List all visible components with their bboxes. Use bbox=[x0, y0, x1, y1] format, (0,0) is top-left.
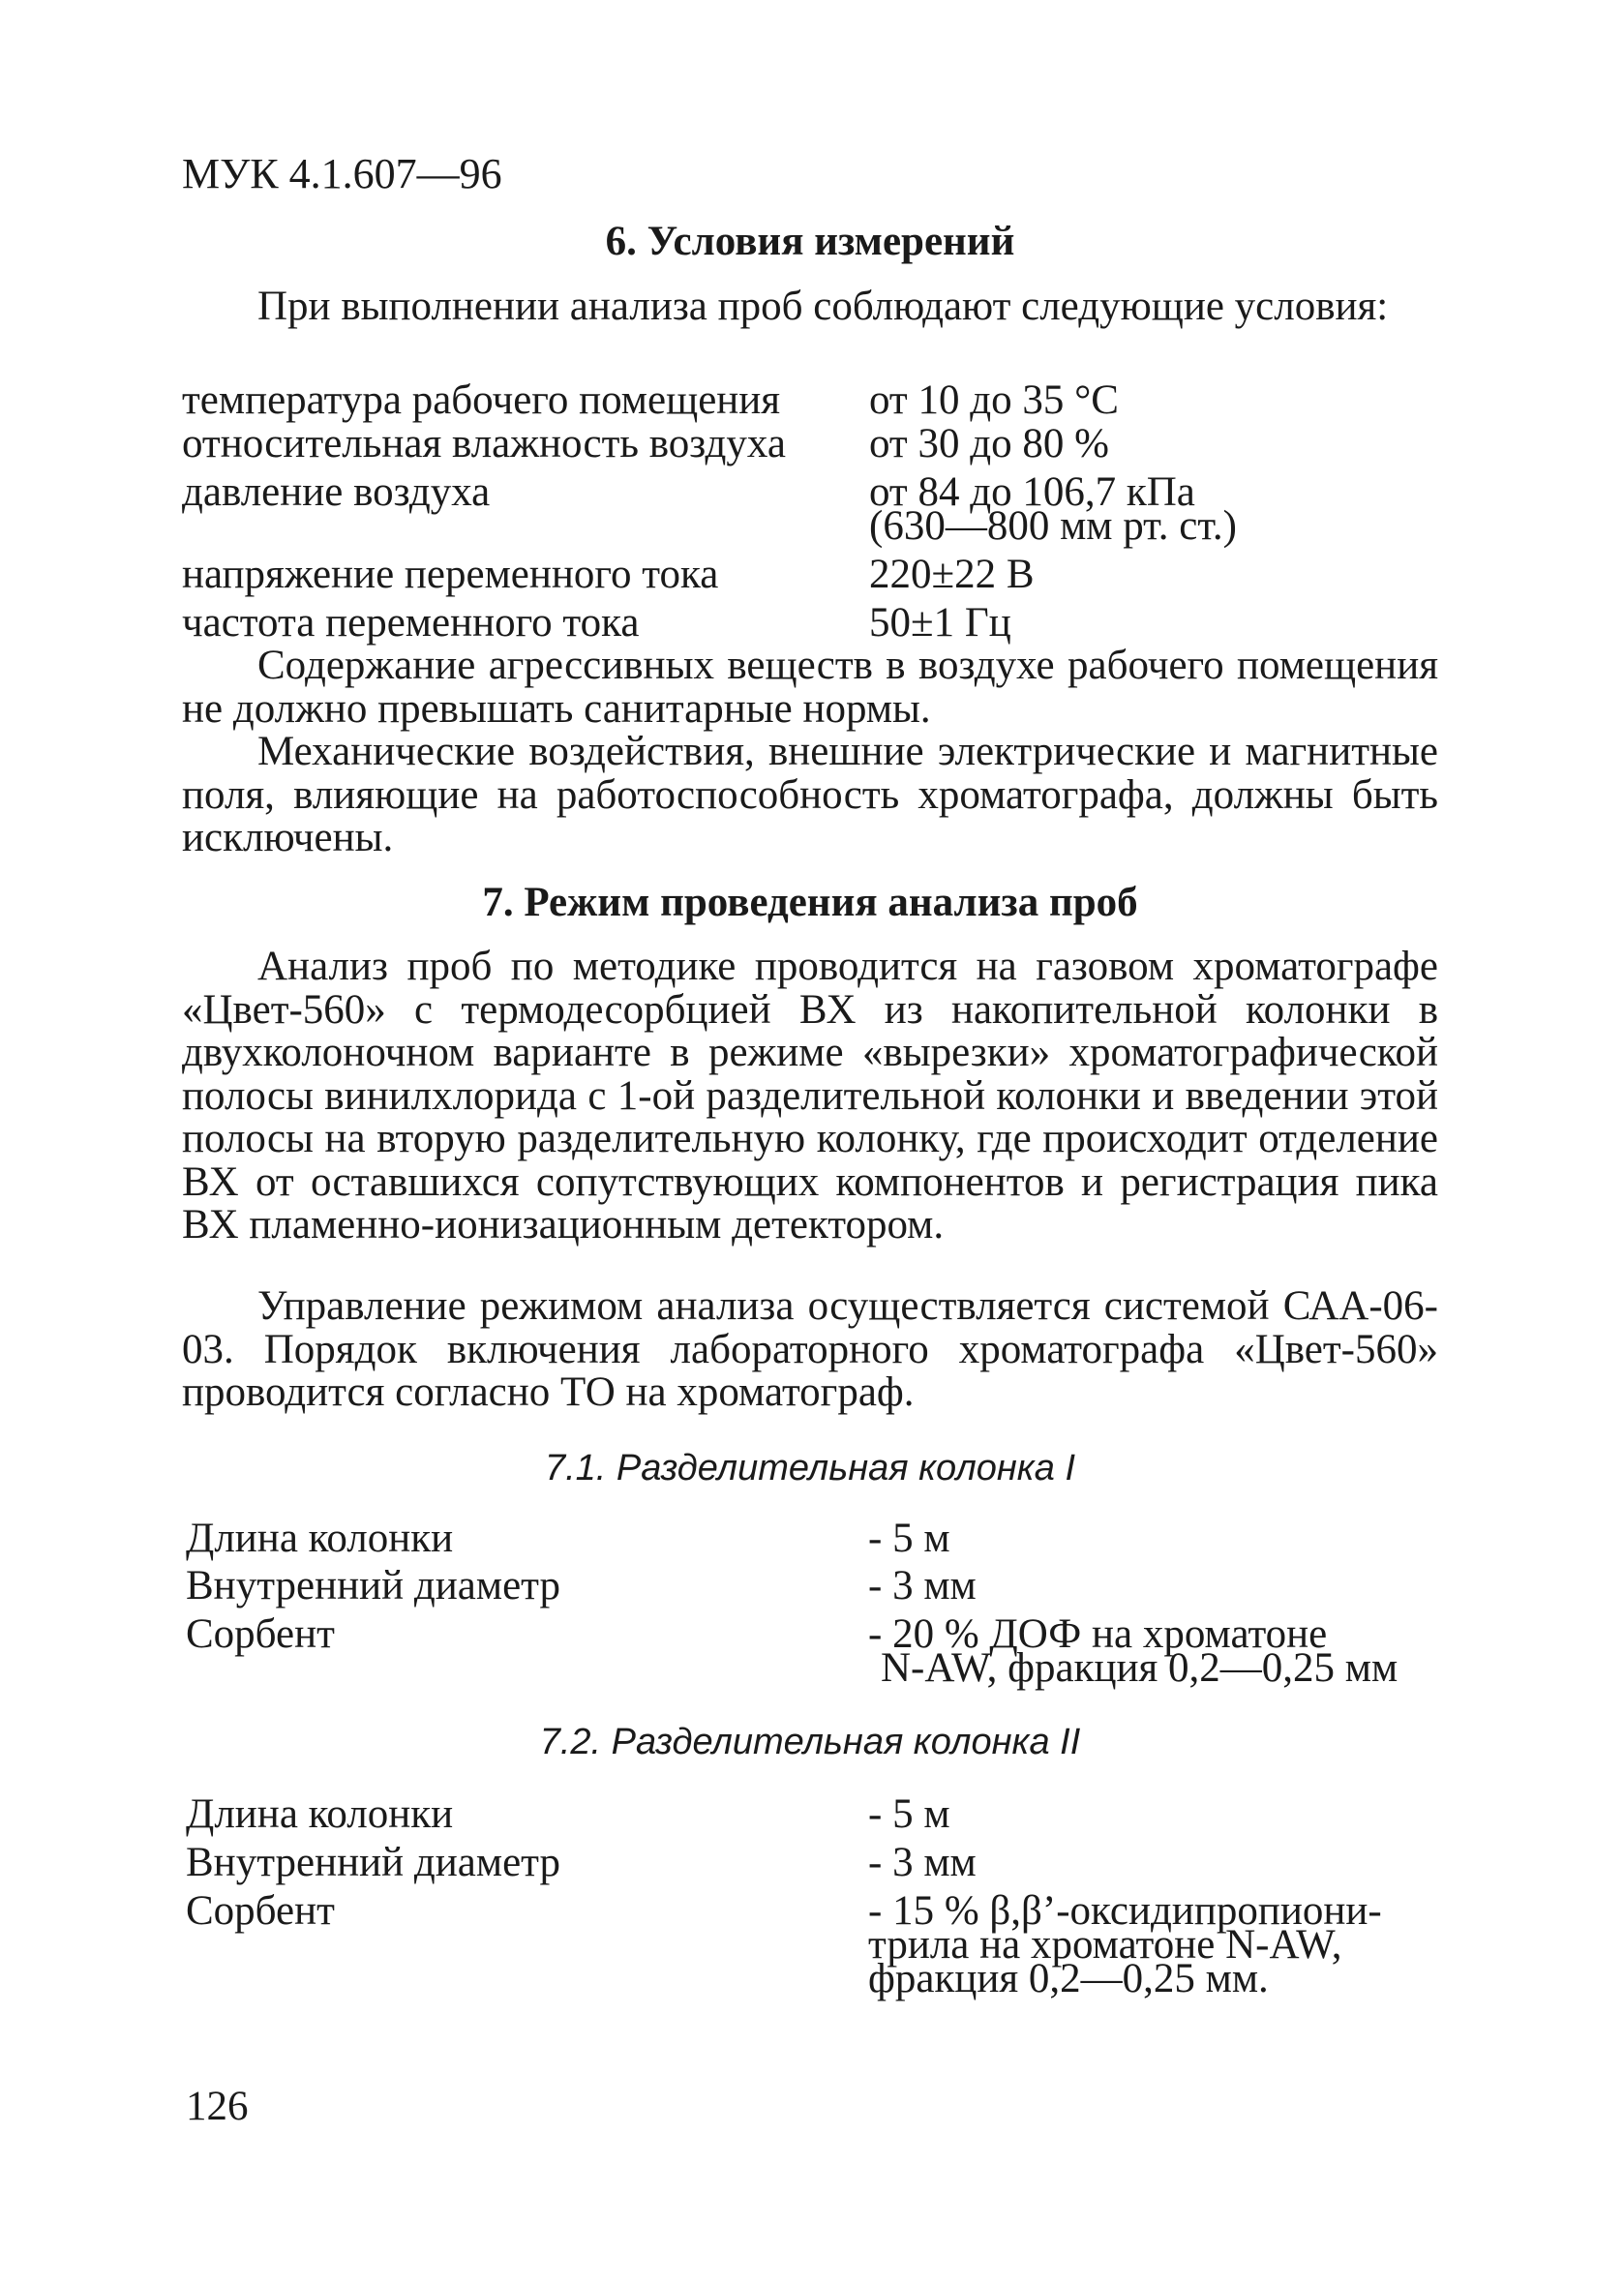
column-1-sorbent-value: - 20 % ДОФ на хроматоне bbox=[868, 1611, 1328, 1657]
condition-label: частота переменного тока bbox=[182, 600, 640, 646]
column-2-sorbent-value-cont: фракция 0,2—0,25 мм. bbox=[868, 1956, 1269, 2001]
column-1-diameter-label: Внутренний диаметр bbox=[186, 1563, 560, 1609]
section-6-title: 6. Условия измерений bbox=[605, 219, 1015, 264]
column-2-sorbent-value: - 15 % β,β’-оксидипропиони- bbox=[868, 1888, 1382, 1934]
column-2-sorbent-value-cont: трила на хроматоне N-AW, bbox=[868, 1922, 1342, 1968]
column-1-title: 7.1. Разделительная колонка I bbox=[544, 1448, 1075, 1488]
column-2-diameter-value: - 3 мм bbox=[868, 1840, 977, 1885]
column-2-length-label: Длина колонки bbox=[186, 1791, 454, 1837]
document-header: МУК 4.1.607—96 bbox=[182, 150, 502, 197]
column-2-diameter-label: Внутренний диаметр bbox=[186, 1840, 560, 1885]
section-6-paragraph: Содержание агрессивных веществ в воздухе рабочего помещения не должно превышать санитарные нормы. bbox=[182, 643, 1438, 732]
column-1-length-value: - 5 м bbox=[868, 1516, 950, 1561]
column-1-length-label: Длина колонки bbox=[186, 1516, 454, 1561]
section-7-paragraph: Управление режимом анализа осуществляется системой САА-06-03. Порядок включения лабораторного хроматографа «Цвет-560» проводится согласно ТО на хроматограф. bbox=[182, 1283, 1438, 1415]
section-7-paragraph: Анализ проб по методике проводится на газовом хроматографе «Цвет-560» с термодесорбцией ВХ из накопительной колонки в двухколоночном варианте в режиме «вырезки» хроматографической полосы винилхлорида с 1-ой разделительной колонки и введении этой полосы на вторую разделительную колонку, где происходит отделение ВХ от оставшихся сопутствующих компонентов и регистрация пика ВХ пламенно-ионизационным детектором. bbox=[182, 944, 1438, 1248]
column-1-diameter-value: - 3 мм bbox=[868, 1563, 977, 1609]
section-6-intro: При выполнении анализа проб соблюдают следующие условия: bbox=[257, 284, 1389, 329]
condition-value: от 30 до 80 % bbox=[869, 421, 1109, 466]
condition-value: от 84 до 106,7 кПа bbox=[869, 469, 1195, 515]
condition-label: температура рабочего помещения bbox=[182, 377, 781, 423]
condition-label: давление воздуха bbox=[182, 469, 491, 515]
condition-label: относительная влажность воздуха bbox=[182, 421, 786, 466]
section-7-title: 7. Режим проведения анализа проб bbox=[482, 880, 1138, 925]
condition-value: от 10 до 35 °С bbox=[869, 377, 1119, 423]
condition-label: напряжение переменного тока bbox=[182, 552, 719, 597]
column-1-sorbent-value-cont: N-AW, фракция 0,2—0,25 мм bbox=[881, 1645, 1398, 1691]
page-number: 126 bbox=[186, 2084, 249, 2129]
column-2-length-value: - 5 м bbox=[868, 1791, 950, 1837]
column-1-sorbent-label: Сорбент bbox=[186, 1611, 335, 1657]
condition-value-note: (630—800 мм рт. ст.) bbox=[869, 503, 1237, 549]
condition-value: 50±1 Гц bbox=[869, 600, 1011, 646]
condition-value: 220±22 В bbox=[869, 552, 1035, 597]
section-6-paragraph: Механические воздействия, внешние электрические и магнитные поля, влияющие на работоспособность хроматографа, должны быть исключены. bbox=[182, 729, 1438, 860]
column-2-sorbent-label: Сорбент bbox=[186, 1888, 335, 1934]
column-2-title: 7.2. Разделительная колонка II bbox=[539, 1722, 1081, 1762]
